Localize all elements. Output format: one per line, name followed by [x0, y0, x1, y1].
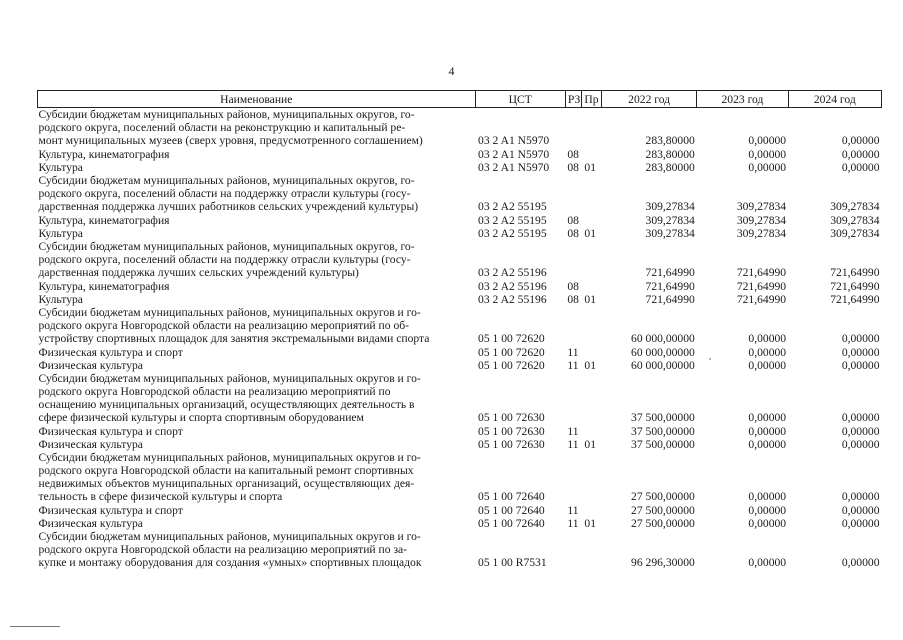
cell-2022: 283,80000	[645, 148, 695, 161]
name-line: дарственная поддержка лучших работников сельских учреждений культуры)	[38, 200, 419, 213]
cell-2022: 27 500,00000	[631, 504, 695, 517]
cell-2023: 0,00000	[748, 411, 787, 424]
cell-cst: 03 2 A2 55196	[478, 293, 547, 306]
cell-name	[38, 425, 476, 438]
cell-rz	[565, 372, 581, 425]
name-line: дарственная поддержка лучших сельских учреждений культуры)	[38, 266, 359, 279]
cell-2023: 0,00000	[748, 504, 787, 517]
cell-pr	[581, 280, 601, 293]
cell-2022: 60 000,00000	[631, 359, 695, 372]
table-row	[38, 451, 882, 504]
cell-rz	[565, 240, 581, 280]
header-name: Наименование	[38, 91, 476, 108]
cell-rz: 11	[567, 425, 579, 438]
cell-rz	[565, 451, 581, 504]
cell-2022: 27 500,00000	[631, 517, 695, 530]
cell-cst: 03 2 A2 55195	[478, 227, 547, 240]
cell-2023: 0,00000	[748, 425, 787, 438]
cell-cst: 03 2 A2 55196	[478, 280, 547, 293]
cell-cst: 05 1 00 72630	[478, 438, 545, 451]
cell-cst: 05 1 00 72630	[478, 425, 545, 438]
name-line: родского округа Новгородской области на реализацию мероприятий по	[38, 385, 391, 398]
cell-cst: 03 2 A2 55196	[478, 266, 547, 279]
cell-rz: 11	[567, 346, 579, 359]
cell-2022: 309,27834	[645, 214, 695, 227]
cell-2022: 37 500,00000	[631, 438, 695, 451]
cell-2024: 0,00000	[841, 556, 880, 569]
cell-pr	[581, 372, 601, 425]
cell-2024: 0,00000	[841, 332, 880, 345]
name-line: недвижимых объектов муниципальных организаций, осуществляющих дея-	[38, 477, 415, 490]
cell-name	[38, 359, 476, 372]
header-2022: 2022 год	[601, 91, 696, 108]
cell-rz: 11	[567, 359, 579, 372]
cell-rz	[565, 174, 581, 214]
cell-name	[38, 504, 476, 517]
name-line: оснащению муниципальных организаций, осуществляющих деятельность в	[38, 398, 415, 411]
cell-2023: 0,00000	[748, 490, 787, 503]
cell-2024: 721,64990	[830, 280, 880, 293]
cell-2023: 721,64990	[736, 293, 787, 306]
name-line: родского округа Новгородской области на реализацию мероприятий по за-	[38, 543, 408, 556]
table-row	[38, 530, 882, 570]
cell-name	[38, 108, 476, 149]
cell-2024: 0,00000	[841, 411, 880, 424]
cell-2024: 0,00000	[841, 161, 880, 174]
cell-2023: 0,00000	[748, 161, 787, 174]
header-2023: 2023 год	[697, 91, 788, 108]
cell-2023: 0,00000	[748, 346, 787, 359]
cell-2023: 0,00000	[748, 359, 787, 372]
cell-cst: 03 2 A2 55195	[478, 214, 547, 227]
cell-rz: 08	[567, 227, 579, 240]
cell-2024: 309,27834	[830, 227, 880, 240]
cell-rz: 08	[567, 148, 579, 161]
cell-pr	[581, 174, 601, 214]
cell-rz	[565, 306, 581, 346]
cell-2022: 721,64990	[645, 280, 695, 293]
cell-2024: 721,64990	[830, 293, 880, 306]
cell-cst: 05 1 00 72620	[478, 346, 545, 359]
scan-dot	[709, 358, 711, 360]
cell-2023: 309,27834	[736, 200, 787, 213]
cell-cst: 05 1 00 72640	[478, 504, 545, 517]
cell-2023: 721,64990	[736, 266, 787, 279]
table-row	[38, 148, 882, 161]
page-number: 4	[448, 64, 455, 78]
table-row	[38, 280, 882, 293]
cell-name	[38, 174, 476, 214]
cell-cst: 05 1 00 R7531	[478, 556, 547, 569]
cell-name	[38, 517, 476, 530]
cell-2022: 96 296,30000	[631, 556, 695, 569]
cell-cst: 03 2 A1 N5970	[478, 161, 550, 174]
cell-2024: 0,00000	[841, 134, 880, 147]
cell-pr	[581, 504, 601, 517]
cell-pr	[581, 108, 601, 149]
table-row	[38, 425, 882, 438]
cell-name	[38, 161, 476, 174]
cell-name	[38, 346, 476, 359]
name-line: родского округа, поселений области на поддержку отрасли культуры (госу-	[38, 253, 411, 266]
cell-rz: 08	[567, 161, 579, 174]
cell-name	[38, 227, 476, 240]
cell-name	[38, 214, 476, 227]
cell-2022: 60 000,00000	[631, 346, 695, 359]
name-line: Субсидии бюджетам муниципальных районов, муниципальных округов и го-	[38, 451, 421, 464]
table-header-row	[38, 91, 882, 108]
header-rz: РЗ	[565, 91, 581, 108]
table-row	[38, 372, 882, 425]
table-row	[38, 359, 882, 372]
name-line: Культура	[38, 293, 83, 306]
cell-2024: 0,00000	[841, 504, 880, 517]
table-row	[38, 517, 882, 530]
cell-pr	[581, 306, 601, 346]
table-row	[38, 240, 882, 280]
cell-pr	[581, 240, 601, 280]
cell-name	[38, 280, 476, 293]
header-cst: ЦСТ	[475, 91, 565, 108]
cell-2024: 309,27834	[830, 200, 880, 213]
table-row	[38, 346, 882, 359]
name-line: Физическая культура и спорт	[38, 504, 183, 517]
cell-2022: 37 500,00000	[631, 425, 695, 438]
cell-rz: 11	[567, 438, 579, 451]
table-row	[38, 504, 882, 517]
cell-name	[38, 372, 476, 425]
cell-pr	[581, 346, 601, 359]
name-line: монт муниципальных музеев (сверх уровня, предусмотренного соглашением)	[38, 134, 423, 147]
cell-pr	[581, 425, 601, 438]
cell-pr: 01	[584, 438, 596, 451]
name-line: Субсидии бюджетам муниципальных районов, муниципальных округов и го-	[38, 530, 421, 543]
cell-2022: 721,64990	[645, 266, 695, 279]
name-line: Физическая культура	[38, 359, 143, 372]
cell-cst: 05 1 00 72640	[478, 490, 545, 503]
cell-pr: 01	[584, 359, 596, 372]
cell-2024: 721,64990	[830, 266, 880, 279]
cell-2024: 0,00000	[841, 490, 880, 503]
cell-name	[38, 148, 476, 161]
cell-2023: 309,27834	[736, 214, 787, 227]
budget-table	[37, 90, 882, 570]
cell-2024: 0,00000	[841, 438, 880, 451]
cell-2022: 721,64990	[645, 293, 695, 306]
table-body	[38, 108, 882, 571]
cell-2024: 309,27834	[830, 214, 880, 227]
name-line: Субсидии бюджетам муниципальных районов, муниципальных округов и го-	[38, 306, 421, 319]
name-line: родского округа Новгородской области на капитальный ремонт спортивных	[38, 464, 414, 477]
table-row	[38, 306, 882, 346]
name-line: Культура, кинематография	[38, 280, 170, 293]
cell-pr	[581, 148, 601, 161]
name-line: родского округа Новгородской области на реализацию мероприятий по об-	[38, 319, 409, 332]
name-line: Культура	[38, 227, 83, 240]
name-line: Культура, кинематография	[38, 214, 170, 227]
cell-cst: 03 2 A1 N5970	[478, 148, 550, 161]
cell-2024: 0,00000	[841, 517, 880, 530]
name-line: устройству спортивных площадок для занятия экстремальными видами спорта	[38, 332, 430, 345]
cell-pr: 01	[584, 293, 596, 306]
name-line: Физическая культура и спорт	[38, 346, 183, 359]
cell-rz: 08	[567, 293, 579, 306]
cell-cst: 03 2 A2 55195	[478, 200, 547, 213]
header-pr: Пр	[581, 91, 601, 108]
footer-rule	[10, 626, 60, 627]
name-line: Культура	[38, 161, 83, 174]
cell-2022: 60 000,00000	[631, 332, 695, 345]
cell-pr	[581, 214, 601, 227]
cell-2023: 0,00000	[748, 438, 787, 451]
cell-2024: 0,00000	[841, 148, 880, 161]
cell-pr: 01	[584, 227, 596, 240]
cell-2023: 0,00000	[748, 134, 787, 147]
name-line: тельность в сфере физической культуры и спорта	[38, 490, 283, 503]
cell-2023: 721,64990	[736, 280, 787, 293]
cell-2022: 309,27834	[645, 227, 695, 240]
cell-2024: 0,00000	[841, 346, 880, 359]
cell-2024: 0,00000	[841, 425, 880, 438]
cell-pr: 01	[584, 161, 596, 174]
cell-cst: 03 2 A1 N5970	[478, 134, 550, 147]
cell-name	[38, 240, 476, 280]
cell-rz: 08	[567, 280, 579, 293]
table-row	[38, 174, 882, 214]
name-line: Субсидии бюджетам муниципальных районов, муниципальных округов и го-	[38, 372, 421, 385]
cell-2023: 0,00000	[748, 148, 787, 161]
cell-2023: 0,00000	[748, 517, 787, 530]
cell-name	[38, 293, 476, 306]
name-line: Физическая культура	[38, 517, 143, 530]
cell-2024: 0,00000	[841, 359, 880, 372]
cell-rz: 11	[567, 504, 579, 517]
cell-cst: 05 1 00 72620	[478, 332, 545, 345]
cell-cst: 05 1 00 72640	[478, 517, 545, 530]
name-line: сфере физической культуры и спорта спортивным оборудованием	[38, 411, 364, 424]
cell-2022: 27 500,00000	[631, 490, 695, 503]
table-row	[38, 293, 882, 306]
cell-pr	[581, 530, 601, 570]
cell-name	[38, 438, 476, 451]
name-line: Субсидии бюджетам муниципальных районов, муниципальных округов, го-	[38, 240, 415, 253]
name-line: Физическая культура	[38, 438, 143, 451]
cell-name	[38, 451, 476, 504]
header-2024: 2024 год	[788, 91, 881, 108]
table-row	[38, 214, 882, 227]
cell-cst: 05 1 00 72620	[478, 359, 545, 372]
cell-2023: 0,00000	[748, 556, 787, 569]
cell-pr	[581, 451, 601, 504]
cell-2022: 283,80000	[645, 161, 695, 174]
table-row	[38, 108, 882, 149]
name-line: Субсидии бюджетам муниципальных районов, муниципальных округов, го-	[38, 108, 415, 121]
cell-rz	[565, 530, 581, 570]
name-line: Культура, кинематография	[38, 148, 170, 161]
cell-2022: 283,80000	[645, 134, 695, 147]
name-line: родского округа, поселений области на реконструкцию и капитальный ре-	[38, 121, 406, 134]
name-line: купке и монтажу оборудования для создания «умных» спортивных площадок	[38, 556, 422, 569]
cell-rz: 11	[567, 517, 579, 530]
cell-2022: 309,27834	[645, 200, 695, 213]
cell-name	[38, 306, 476, 346]
name-line: Субсидии бюджетам муниципальных районов, муниципальных округов, го-	[38, 174, 415, 187]
name-line: Физическая культура и спорт	[38, 425, 183, 438]
name-line: родского округа, поселений области на поддержку отрасли культуры (госу-	[38, 187, 411, 200]
cell-2022: 37 500,00000	[631, 411, 695, 424]
cell-name	[38, 530, 476, 570]
table-row	[38, 161, 882, 174]
cell-2023: 0,00000	[748, 332, 787, 345]
cell-pr: 01	[584, 517, 596, 530]
cell-rz	[565, 108, 581, 149]
cell-2023: 309,27834	[736, 227, 787, 240]
table-row	[38, 227, 882, 240]
cell-cst: 05 1 00 72630	[478, 411, 545, 424]
table-row	[38, 438, 882, 451]
cell-rz: 08	[567, 214, 579, 227]
